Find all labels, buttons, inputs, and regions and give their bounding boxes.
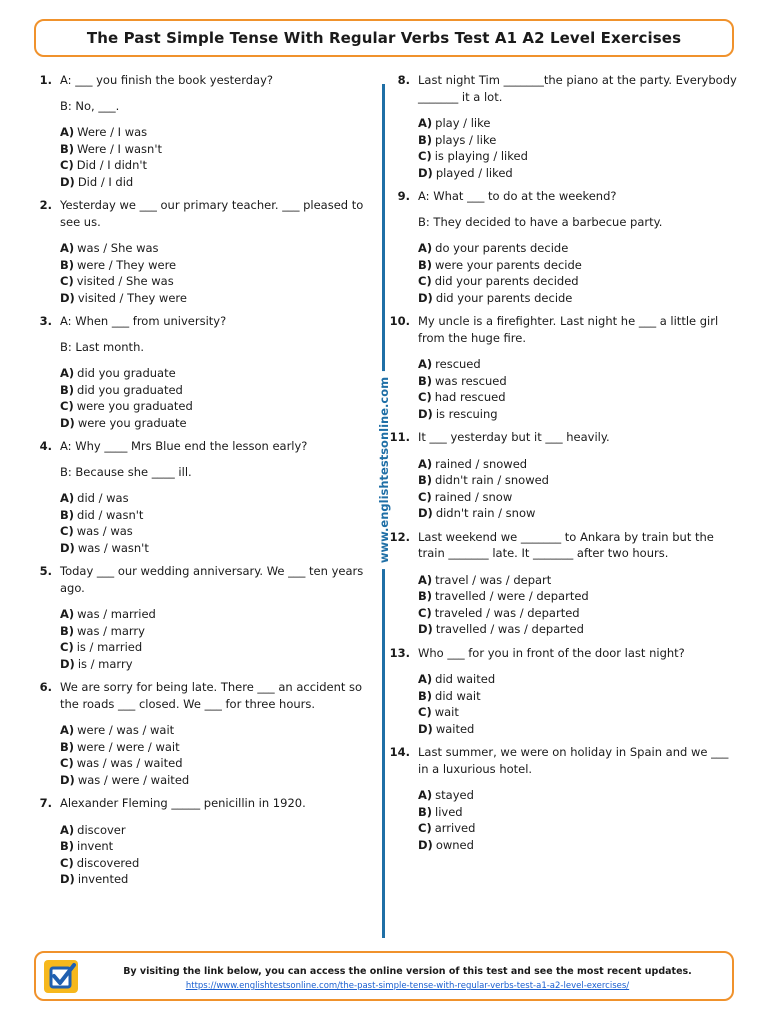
- question: [388, 313, 740, 422]
- question: [388, 744, 740, 853]
- answer-option[interactable]: [418, 132, 740, 149]
- answer-option[interactable]: [60, 871, 375, 888]
- question-text: Today ___ our wedding anniversary. We ___ ten years ago.: [60, 564, 364, 595]
- option-text: rained / snowed: [435, 456, 528, 471]
- option-letter: C): [418, 149, 432, 163]
- option-text: is playing / liked: [434, 149, 528, 163]
- option-letter: A): [60, 366, 75, 380]
- question-text: Last night Tim _______the piano at the party. Everybody _______ it a lot.: [418, 73, 737, 104]
- answer-option[interactable]: [60, 507, 375, 524]
- question: [388, 429, 740, 522]
- answer-option[interactable]: [418, 165, 740, 182]
- question-text: It ___ yesterday but it ___ heavily.: [418, 430, 610, 444]
- option-text: were / was / wait: [77, 723, 175, 737]
- answer-option[interactable]: [60, 523, 375, 540]
- option-letter: A): [60, 822, 75, 837]
- option-letter: B): [418, 373, 433, 388]
- question-text: We are sorry for being late. There ___ an accident so the roads ___ closed. We ___ for three hours.: [60, 680, 363, 711]
- option-text: was / marry: [77, 623, 145, 638]
- option-text: did you graduated: [77, 382, 183, 397]
- option-letter: C): [60, 524, 74, 538]
- option-letter: C): [418, 821, 432, 835]
- option-text: did waited: [435, 672, 496, 686]
- question-text: Yesterday we ___ our primary teacher. ___ pleased to see us.: [60, 198, 364, 229]
- option-text: stayed: [435, 788, 474, 802]
- answer-option[interactable]: [418, 356, 740, 373]
- option-letter: D): [60, 415, 75, 430]
- answer-option[interactable]: [60, 273, 375, 290]
- checkmark-logo-icon: [44, 960, 78, 993]
- answer-option[interactable]: [60, 606, 375, 623]
- question-number: 8.: [397, 73, 410, 87]
- question: [30, 197, 375, 306]
- option-letter: B): [60, 623, 75, 638]
- question-text: Alexander Fleming _____ penicillin in 1920.: [60, 796, 306, 810]
- question-text: My uncle is a firefighter. Last night he ___ a little girl from the huge fire.: [418, 314, 719, 345]
- option-text: did / was: [77, 491, 129, 505]
- answer-option[interactable]: [60, 822, 375, 839]
- answer-option[interactable]: [418, 406, 740, 423]
- option-text: is rescuing: [435, 406, 498, 421]
- footer-box: [34, 951, 734, 1001]
- answer-option[interactable]: [418, 373, 740, 390]
- option-text: wait: [434, 705, 459, 719]
- answer-option[interactable]: [418, 787, 740, 804]
- question: [30, 72, 375, 190]
- answer-options: [418, 240, 740, 306]
- answer-options: [418, 572, 740, 638]
- answer-options: [60, 365, 375, 431]
- answer-option[interactable]: [418, 671, 740, 688]
- option-letter: A): [60, 607, 75, 621]
- option-text: plays / like: [435, 132, 497, 147]
- option-letter: A): [418, 672, 433, 686]
- answer-option[interactable]: [418, 688, 740, 705]
- answer-option[interactable]: [60, 755, 375, 772]
- answer-option[interactable]: [60, 739, 375, 756]
- question: [30, 795, 375, 888]
- option-letter: B): [418, 473, 433, 487]
- answer-options: [418, 356, 740, 422]
- answer-options: [418, 456, 740, 522]
- option-text: Did / I did: [77, 174, 134, 189]
- answer-option[interactable]: [418, 588, 740, 605]
- answer-option[interactable]: [60, 639, 375, 656]
- option-text: did / wasn't: [77, 507, 144, 522]
- question-number: 12.: [389, 529, 410, 544]
- question-number: 9.: [397, 189, 410, 203]
- option-letter: B): [418, 804, 433, 819]
- question-number: 13.: [389, 645, 410, 660]
- answer-options: [60, 124, 375, 190]
- option-letter: B): [418, 589, 433, 603]
- option-letter: B): [418, 132, 433, 147]
- option-text: did your parents decided: [434, 274, 579, 288]
- option-text: did your parents decide: [435, 290, 573, 305]
- option-letter: B): [60, 507, 75, 522]
- question-text: B: Last month.: [60, 339, 145, 354]
- question: [388, 188, 740, 306]
- option-letter: C): [418, 605, 432, 620]
- question: [30, 563, 375, 672]
- question-number: 4.: [39, 439, 52, 453]
- answer-options: [60, 240, 375, 306]
- option-letter: A): [418, 788, 433, 802]
- option-text: owned: [435, 837, 474, 852]
- answer-option[interactable]: [418, 605, 740, 622]
- option-text: lived: [435, 804, 463, 819]
- answer-option[interactable]: [60, 257, 375, 274]
- answer-option[interactable]: [418, 257, 740, 274]
- answer-option[interactable]: [418, 572, 740, 589]
- questions-column-left: [30, 72, 375, 895]
- option-letter: C): [60, 399, 74, 413]
- answer-option[interactable]: [60, 656, 375, 673]
- option-text: travel / was / depart: [435, 572, 552, 587]
- answer-option[interactable]: [60, 772, 375, 789]
- answer-option[interactable]: [60, 141, 375, 158]
- answer-option[interactable]: [60, 623, 375, 640]
- option-letter: C): [418, 390, 432, 404]
- option-letter: A): [60, 723, 75, 737]
- option-text: were your parents decide: [435, 257, 582, 272]
- answer-options: [60, 606, 375, 672]
- option-letter: D): [60, 540, 75, 555]
- answer-option[interactable]: [418, 472, 740, 489]
- option-letter: D): [418, 837, 433, 852]
- option-letter: C): [418, 274, 432, 288]
- answer-option[interactable]: [418, 290, 740, 307]
- option-letter: C): [418, 489, 432, 504]
- option-text: were / were / wait: [77, 739, 180, 754]
- option-text: travelled / were / departed: [435, 589, 589, 603]
- option-text: travelled / was / departed: [435, 622, 584, 636]
- question-text: Who ___ for you in front of the door last night?: [418, 645, 685, 660]
- question-text: B: They decided to have a barbecue party.: [418, 214, 663, 229]
- option-letter: C): [60, 640, 74, 654]
- option-letter: A): [60, 125, 75, 139]
- question-number: 14.: [389, 745, 410, 759]
- option-letter: C): [60, 756, 74, 770]
- option-text: Were / I wasn't: [77, 141, 162, 156]
- question-number: 6.: [39, 680, 52, 694]
- answer-option[interactable]: [418, 704, 740, 721]
- question-number: 3.: [39, 314, 52, 328]
- option-letter: C): [60, 158, 74, 172]
- option-text: was / was: [76, 524, 133, 538]
- option-letter: B): [60, 257, 75, 272]
- option-text: were you graduate: [77, 415, 187, 430]
- option-text: Did / I didn't: [76, 158, 148, 172]
- option-letter: A): [60, 491, 75, 505]
- option-text: was / wasn't: [77, 540, 149, 555]
- answer-option[interactable]: [418, 837, 740, 854]
- option-letter: A): [418, 357, 433, 371]
- option-letter: A): [60, 241, 75, 255]
- option-text: play / like: [435, 116, 491, 130]
- option-text: was / were / waited: [77, 772, 190, 787]
- questions-column-right: [388, 72, 740, 860]
- option-text: was / She was: [77, 241, 159, 255]
- question: [388, 645, 740, 738]
- option-text: invent: [77, 839, 114, 853]
- option-letter: D): [418, 721, 433, 736]
- question-text: Last weekend we _______ to Ankara by train but the train _______ late. It _______ after two hours.: [418, 529, 714, 560]
- question-text: Last summer, we were on holiday in Spain and we ___ in a luxurious hotel.: [418, 745, 729, 776]
- option-letter: B): [60, 839, 75, 853]
- option-letter: A): [418, 572, 433, 587]
- website-vertical-text: www.englishtestsonline.com: [377, 371, 391, 569]
- answer-option[interactable]: [60, 290, 375, 307]
- option-text: was / was / waited: [76, 756, 183, 770]
- answer-options: [418, 671, 740, 737]
- option-letter: C): [60, 855, 74, 870]
- option-text: waited: [435, 721, 475, 736]
- option-letter: B): [60, 739, 75, 754]
- answer-option[interactable]: [60, 838, 375, 855]
- option-text: is / marry: [77, 656, 133, 671]
- option-text: invented: [77, 872, 129, 886]
- option-letter: C): [418, 705, 432, 719]
- option-text: didn't rain / snow: [435, 506, 536, 520]
- question-text: B: No, ___.: [60, 98, 120, 113]
- option-text: was / married: [77, 607, 156, 621]
- question-text: A: Why ____ Mrs Blue end the lesson early?: [60, 439, 308, 453]
- answer-option[interactable]: [418, 804, 740, 821]
- question: [30, 679, 375, 788]
- answer-option[interactable]: [418, 240, 740, 257]
- answer-options: [60, 822, 375, 888]
- answer-option[interactable]: [60, 398, 375, 415]
- option-letter: D): [60, 872, 75, 886]
- option-text: do your parents decide: [435, 241, 569, 255]
- question-number: 1.: [39, 73, 52, 87]
- option-text: did wait: [435, 688, 481, 703]
- answer-option[interactable]: [418, 389, 740, 406]
- question-text: B: Because she ____ ill.: [60, 464, 192, 479]
- answer-option[interactable]: [60, 240, 375, 257]
- option-letter: D): [418, 165, 433, 180]
- question: [30, 438, 375, 556]
- option-text: were / They were: [77, 257, 177, 272]
- answer-option[interactable]: [418, 721, 740, 738]
- answer-option[interactable]: [60, 855, 375, 872]
- option-letter: D): [60, 290, 75, 305]
- answer-option[interactable]: [418, 505, 740, 522]
- option-letter: D): [60, 174, 75, 189]
- answer-option[interactable]: [60, 157, 375, 174]
- option-text: traveled / was / departed: [434, 605, 580, 620]
- option-letter: B): [60, 141, 75, 156]
- answer-option[interactable]: [60, 540, 375, 557]
- answer-option[interactable]: [418, 820, 740, 837]
- option-text: were you graduated: [76, 399, 193, 413]
- option-text: visited / They were: [77, 290, 187, 305]
- option-text: discover: [77, 822, 126, 837]
- question-number: 5.: [39, 564, 52, 578]
- answer-option[interactable]: [60, 365, 375, 382]
- option-letter: A): [418, 456, 433, 471]
- question: [30, 313, 375, 431]
- option-letter: D): [60, 772, 75, 787]
- footer-link[interactable]: https://www.englishtestsonline.com/the-past-simple-tense-with-regular-verbs-test-a1-a2-level-exercises/: [185, 981, 630, 991]
- answer-option[interactable]: [418, 148, 740, 165]
- question-number: 2.: [39, 198, 52, 212]
- option-letter: A): [418, 241, 433, 255]
- option-letter: D): [60, 656, 75, 671]
- question: [388, 72, 740, 181]
- option-text: visited / She was: [76, 274, 174, 288]
- option-letter: B): [418, 257, 433, 272]
- answer-option[interactable]: [60, 415, 375, 432]
- page-title: The Past Simple Tense With Regular Verbs Test A1 A2 Level Exercises: [86, 29, 682, 47]
- answer-option[interactable]: [418, 489, 740, 506]
- option-letter: D): [418, 406, 433, 421]
- option-text: is / married: [76, 640, 143, 654]
- title-box: [34, 19, 734, 57]
- answer-options: [418, 787, 740, 853]
- option-text: rained / snow: [434, 489, 513, 504]
- option-text: had rescued: [434, 390, 506, 404]
- option-letter: B): [60, 382, 75, 397]
- option-text: was rescued: [435, 373, 507, 388]
- option-text: did you graduate: [77, 366, 176, 380]
- question-text: A: When ___ from university?: [60, 314, 227, 328]
- question: [388, 529, 740, 638]
- answer-option[interactable]: [418, 621, 740, 638]
- question-text: A: What ___ to do at the weekend?: [418, 189, 617, 203]
- answer-options: [60, 490, 375, 556]
- footer-text: By visiting the link below, you can access the online version of this test and see the most recent updates.: [123, 966, 692, 977]
- option-text: didn't rain / snowed: [435, 473, 549, 487]
- answer-option[interactable]: [60, 490, 375, 507]
- option-letter: D): [418, 506, 433, 520]
- option-text: arrived: [434, 821, 476, 835]
- answer-option[interactable]: [418, 273, 740, 290]
- option-text: played / liked: [435, 165, 513, 180]
- option-text: Were / I was: [77, 125, 148, 139]
- option-letter: D): [418, 290, 433, 305]
- question-number: 10.: [389, 314, 410, 328]
- option-letter: A): [418, 116, 433, 130]
- answer-option[interactable]: [418, 456, 740, 473]
- question-text: A: ___ you finish the book yesterday?: [60, 73, 274, 87]
- option-letter: C): [60, 274, 74, 288]
- answer-option[interactable]: [60, 124, 375, 141]
- option-text: discovered: [76, 855, 140, 870]
- question-number: 7.: [39, 796, 52, 810]
- option-text: rescued: [435, 357, 481, 371]
- option-letter: B): [418, 688, 433, 703]
- answer-options: [418, 115, 740, 181]
- answer-option[interactable]: [418, 115, 740, 132]
- option-letter: D): [418, 622, 433, 636]
- answer-option[interactable]: [60, 722, 375, 739]
- answer-option[interactable]: [60, 174, 375, 191]
- answer-options: [60, 722, 375, 788]
- answer-option[interactable]: [60, 382, 375, 399]
- question-number: 11.: [389, 430, 410, 444]
